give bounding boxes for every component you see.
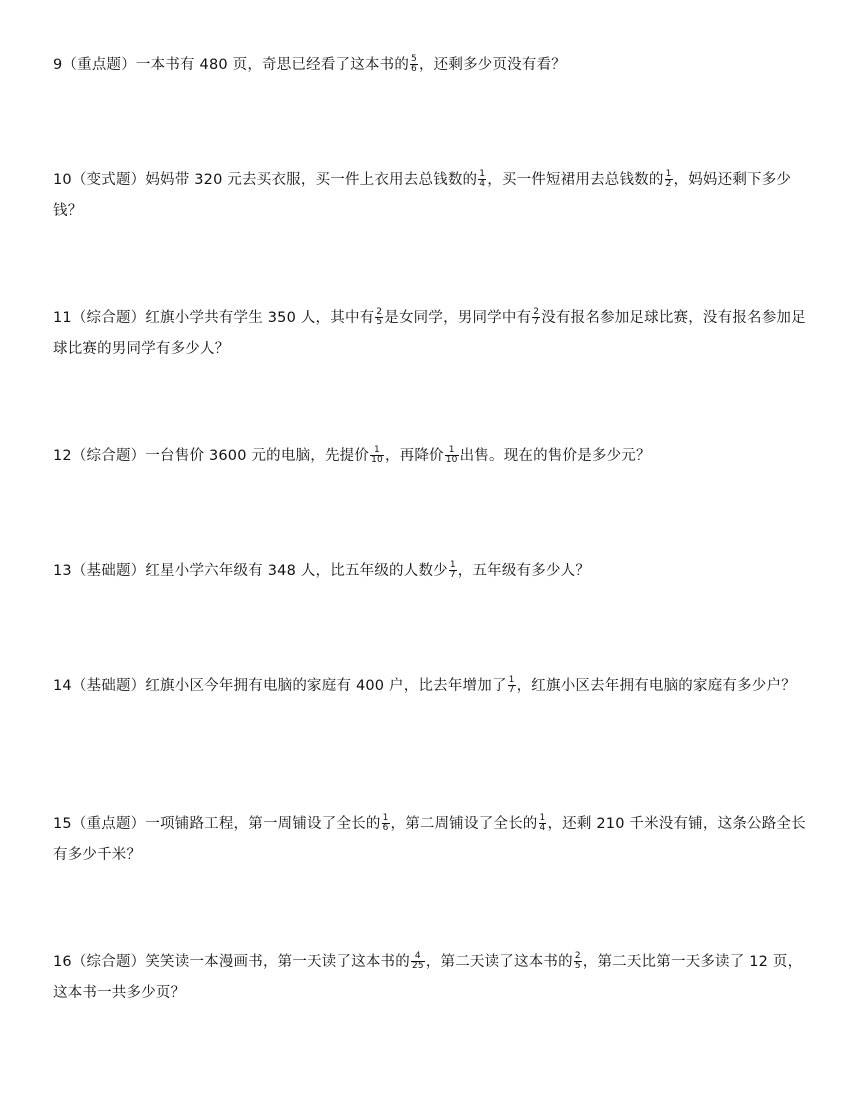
question-text: 9（重点题）一本书有 480 页，奇思已经看了这本书的 (53, 57, 410, 73)
fraction-numerator: 1 (508, 674, 515, 685)
question-13 (53, 556, 813, 587)
fraction-numerator: 2 (574, 950, 581, 961)
fraction (532, 308, 540, 327)
question-text: 没有报名参加足球比赛，没有报名参加足球比赛的男同学有多少人？ (53, 310, 806, 357)
question-text: ，第二天比第一天多读了 12 页，这本书一共多少页？ (53, 954, 803, 1001)
fraction (539, 814, 547, 833)
fraction-numerator: 2 (533, 306, 540, 317)
question-12 (53, 441, 813, 472)
question-text: ，红旗小区去年拥有电脑的家庭有多少户？ (516, 678, 796, 694)
question-9 (53, 50, 813, 81)
fraction-denominator: 6 (382, 822, 389, 833)
question-text: ，五年级有多少人？ (457, 563, 591, 579)
fraction-denominator: 25 (411, 960, 424, 971)
fraction-denominator: 7 (449, 569, 456, 580)
question-text: ，第二天读了这本书的 (425, 954, 573, 970)
fraction (411, 952, 425, 971)
question-text: 14（基础题）红旗小区今年拥有电脑的家庭有 400 户，比去年增加了 (53, 678, 507, 694)
fraction-denominator: 7 (533, 316, 540, 327)
fraction-denominator: 6 (411, 63, 417, 74)
question-text: ，买一件短裙用去总钱数的 (487, 172, 664, 188)
fraction-numerator: 1 (370, 446, 384, 456)
question-text: 16（综合题）笑笑读一本漫画书，第一天读了这本书的 (53, 954, 410, 970)
question-text: ，还剩 210 千米没有铺，这条公路全长有多少千米？ (53, 816, 806, 863)
fraction (370, 446, 384, 465)
question-text: ，第二周铺设了全长的 (390, 816, 538, 832)
fraction-denominator: 7 (508, 684, 515, 695)
question-text: 出售。现在的售价是多少元？ (459, 448, 651, 464)
question-text: 13（基础题）红星小学六年级有 348 人，比五年级的人数少 (53, 563, 448, 579)
fraction-denominator: 10 (445, 454, 458, 465)
question-10 (53, 165, 813, 227)
fraction-numerator: 1 (539, 812, 546, 823)
fraction-denominator: 10 (371, 454, 383, 465)
fraction (445, 446, 459, 465)
fraction-denominator: 4 (539, 822, 546, 833)
question-text: 10（变式题）妈妈带 320 元去买衣服，买一件上衣用去总钱数的 (53, 172, 478, 188)
fraction-denominator: 5 (574, 960, 581, 971)
question-text: 12（综合题）一台售价 3600 元的电脑，先提价 (53, 448, 370, 464)
question-15 (53, 809, 813, 871)
question-text: 11（综合题）红旗小学共有学生 350 人，其中有 (53, 310, 375, 326)
question-text: ，还剩多少页没有看？ (418, 57, 566, 73)
fraction-denominator: 4 (479, 178, 486, 189)
fraction-denominator: 5 (376, 316, 383, 327)
fraction-numerator: 1 (479, 168, 486, 179)
question-16 (53, 947, 813, 1009)
question-text: 15（重点题）一项铺路工程，第一周铺设了全长的 (53, 816, 381, 832)
fraction (375, 308, 383, 327)
fraction-denominator: 2 (665, 178, 672, 189)
question-text: ，妈妈还剩下多少钱？ (53, 172, 792, 219)
fraction (574, 952, 582, 971)
fraction (410, 55, 418, 74)
fraction-numerator: 4 (411, 952, 425, 962)
question-text: ，再降价 (384, 448, 444, 464)
fraction-numerator: 2 (376, 306, 383, 317)
question-11 (53, 303, 813, 365)
fraction-numerator: 5 (411, 53, 417, 64)
fraction (382, 814, 390, 833)
fraction-numerator: 1 (449, 559, 456, 570)
question-14 (53, 671, 813, 702)
fraction-numerator: 1 (665, 168, 672, 179)
fraction (478, 170, 486, 189)
fraction (665, 170, 673, 189)
fraction-numerator: 1 (382, 812, 389, 823)
fraction (449, 561, 457, 580)
fraction-numerator: 1 (445, 446, 459, 456)
fraction (508, 676, 516, 695)
question-text: 是女同学，男同学中有 (384, 310, 532, 326)
